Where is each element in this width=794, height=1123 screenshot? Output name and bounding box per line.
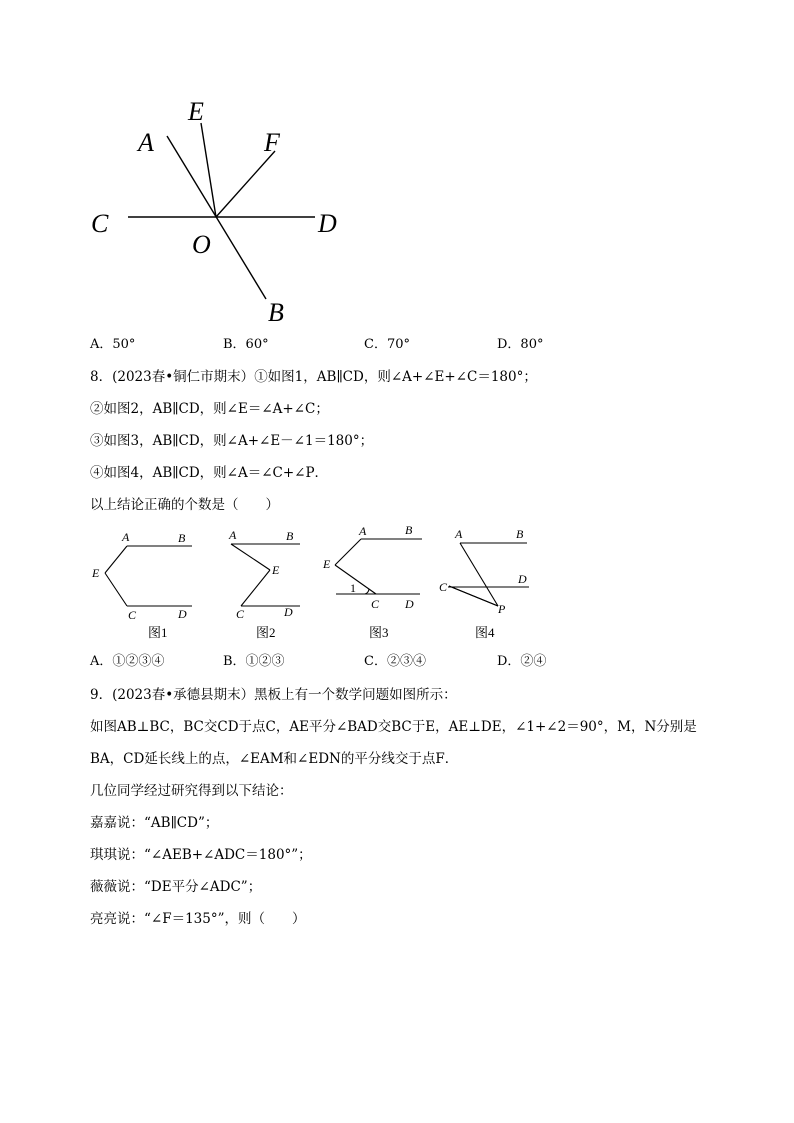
q8-item3: ③如图3，AB∥CD，则∠A+∠E－∠1＝180°； <box>90 433 374 449</box>
label-b: B <box>268 298 284 327</box>
label-d: D <box>318 209 337 238</box>
q9-line3: 几位同学经过研究得到以下结论： <box>90 783 293 799</box>
q7-option-c[interactable]: C．70° <box>364 337 410 352</box>
fig1-label-a: A <box>122 530 130 544</box>
ray-of <box>216 151 275 217</box>
q9-line2: BA，CD延长线上的点，∠EAM和∠EDN的平分线交于点F． <box>90 751 459 767</box>
q8-figures <box>80 520 560 645</box>
fig2-label-e: E <box>272 563 280 577</box>
q8-option-c[interactable]: C．②③④ <box>364 654 426 669</box>
fig2-label-b: B <box>286 529 294 543</box>
q9-jia: 嘉嘉说：“AB∥CD”； <box>90 815 219 831</box>
label-o: O <box>192 230 211 259</box>
fig4-label-b: B <box>516 527 524 541</box>
q9-line1: 如图AB⊥BC，BC交CD于点C，AE平分∠BAD交BC于E，AE⊥DE，∠1+∠2＝90°，M，N分别是 <box>90 719 697 735</box>
label-e: E <box>188 97 204 126</box>
q7-option-b[interactable]: B．60° <box>223 337 269 352</box>
fig1-label-d: D <box>178 607 187 621</box>
q9-wei: 薇薇说：“DE平分∠ADC”； <box>90 879 262 895</box>
fig3-label-b: B <box>405 523 413 537</box>
fig1-label-e: E <box>92 566 100 580</box>
q8-item4: ④如图4，AB∥CD，则∠A＝∠C+∠P． <box>90 465 329 481</box>
fig4-label-c: C <box>439 580 448 594</box>
fig2-label-a: A <box>229 528 237 542</box>
fig4-label-a: A <box>455 527 463 541</box>
label-a: A <box>138 128 154 157</box>
q9-prefix: 9．(2023春•承德县期末）黑板上有一个数学问题如图所示： <box>90 687 457 703</box>
q8-item1: ①如图1，AB∥CD，则∠A+∠E+∠C＝180°； <box>254 369 537 385</box>
q8-option-d[interactable]: D．②④ <box>497 654 547 669</box>
q8-prefix: 8．(2023春•铜仁市期末） <box>90 369 255 385</box>
label-f: F <box>264 128 280 157</box>
fig2-label-d: D <box>284 605 293 619</box>
q7-option-a[interactable]: A．50° <box>90 337 136 352</box>
fig1-label-b: B <box>178 531 186 545</box>
q8-option-b[interactable]: B．①②③ <box>223 654 285 669</box>
fig3-label-a: A <box>359 524 367 538</box>
fig3-label-e: E <box>323 557 331 571</box>
fig1-label-c: C <box>128 608 137 622</box>
fig3-label-c: C <box>371 597 380 611</box>
q9-liang: 亮亮说：“∠F＝135°”，则（ ） <box>90 911 306 927</box>
fig3-label-1: 1 <box>350 581 356 595</box>
fig1-caption: 图1 <box>148 625 168 640</box>
q8-question: 以上结论正确的个数是（ ） <box>90 497 279 513</box>
q8-item2: ②如图2，AB∥CD，则∠E＝∠A+∠C； <box>90 401 329 417</box>
fig2-caption: 图2 <box>256 625 276 640</box>
fig4-caption: 图4 <box>475 625 495 640</box>
ray-oe <box>201 123 216 217</box>
fig3-label-d: D <box>405 597 414 611</box>
fig3-caption: 图3 <box>369 625 389 640</box>
q9-qi: 琪琪说：“∠AEB+∠ADC＝180°”； <box>90 847 312 863</box>
q7-option-d[interactable]: D．80° <box>497 337 544 352</box>
fig2-label-c: C <box>236 607 245 621</box>
q8-option-a[interactable]: A．①②③④ <box>90 654 165 669</box>
fig4-label-p: P <box>498 602 506 616</box>
angle-figure-main <box>80 90 360 330</box>
label-c: C <box>91 209 109 238</box>
q8-stem-line1 <box>90 368 537 386</box>
fig4-label-d: D <box>518 572 527 586</box>
